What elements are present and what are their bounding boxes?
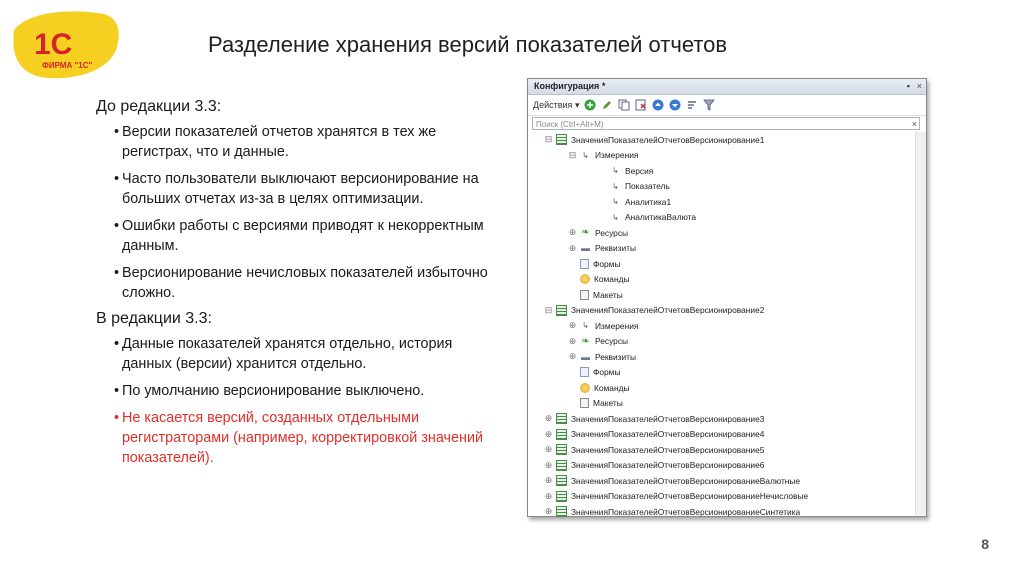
- expand-icon[interactable]: ⊕: [544, 413, 553, 424]
- tree-row[interactable]: [528, 365, 914, 381]
- tree-row[interactable]: [528, 334, 914, 350]
- tree-row[interactable]: [528, 256, 914, 272]
- tree-row-label: Измерения: [595, 150, 639, 161]
- collapse-icon[interactable]: ⊟: [568, 149, 577, 160]
- tree-row-label: ЗначенияПоказателейОтчетовВерсионирование1: [571, 134, 765, 145]
- bullet-marker: •: [114, 336, 120, 352]
- tree-row-label: Команды: [594, 382, 630, 393]
- vertical-scrollbar[interactable]: [915, 132, 926, 515]
- configuration-window: [527, 78, 927, 517]
- tree-row-label: Формы: [593, 367, 621, 378]
- tree-row[interactable]: [528, 194, 914, 210]
- list-item: [96, 334, 491, 374]
- tree-row[interactable]: [528, 210, 914, 226]
- register-icon: [556, 460, 567, 471]
- tree-spacer: [598, 213, 607, 222]
- delete-icon[interactable]: [634, 99, 647, 112]
- move-down-icon[interactable]: [668, 99, 681, 112]
- resource-icon: ❧: [581, 335, 590, 347]
- command-icon: [580, 274, 590, 284]
- tree-row[interactable]: [528, 241, 914, 257]
- tree-row-label: Макеты: [593, 398, 623, 409]
- list-item-text: Данные показателей хранятся отдельно, история данных (версии) хранится отдельно.: [122, 336, 453, 372]
- register-icon: [556, 491, 567, 502]
- tree-row-label: ЗначенияПоказателейОтчетовВерсионированиеНечисловые: [571, 491, 809, 502]
- expand-icon[interactable]: ⊕: [544, 475, 553, 486]
- move-up-icon[interactable]: [651, 99, 664, 112]
- list-item: [96, 216, 491, 256]
- attribute-icon: ▬: [581, 243, 590, 254]
- tree-row-label: Показатель: [625, 181, 670, 192]
- collapse-icon[interactable]: ⊟: [544, 304, 553, 315]
- tree-row[interactable]: [528, 287, 914, 303]
- tree-row-label: АналитикаВалюта: [625, 212, 697, 223]
- clear-search-icon[interactable]: ×: [911, 119, 917, 129]
- bullet-marker: •: [114, 218, 120, 234]
- page-title: Разделение хранения версий показателей отчетов: [208, 32, 728, 57]
- command-icon: [580, 383, 590, 393]
- tree-row-label: Измерения: [595, 320, 639, 331]
- sort-icon[interactable]: [685, 99, 698, 112]
- form-icon: [580, 367, 589, 377]
- expand-icon[interactable]: ⊕: [568, 242, 577, 253]
- tree-row-label: Ресурсы: [595, 227, 629, 238]
- window-titlebar: [528, 79, 926, 95]
- collapse-icon[interactable]: ⊟: [544, 134, 553, 145]
- modified-marker: *: [601, 81, 606, 91]
- expand-icon[interactable]: ⊕: [544, 444, 553, 455]
- tree-row[interactable]: [528, 148, 914, 164]
- register-icon: [556, 305, 567, 316]
- resource-icon: ❧: [581, 227, 590, 239]
- tree-spacer: [598, 197, 607, 206]
- list-item-highlighted: [96, 408, 491, 468]
- tree-row-label: Ресурсы: [595, 336, 629, 347]
- tree-row-label: Реквизиты: [595, 243, 637, 254]
- tree-row-label: ЗначенияПоказателейОтчетовВерсионирование5: [571, 444, 765, 455]
- tree-row-label: Формы: [593, 258, 621, 269]
- register-icon: [556, 506, 567, 517]
- list-item-text: Часто пользователи выключают версионирование на больших отчетах из-за в целях оптимизации.: [122, 171, 479, 207]
- tree-spacer: [568, 290, 577, 299]
- tree-row-label: Аналитика1: [625, 196, 672, 207]
- list-item: [96, 381, 491, 401]
- tree-row-label: ЗначенияПоказателейОтчетовВерсионирование3: [571, 413, 765, 424]
- tree-row[interactable]: [528, 396, 914, 412]
- bullet-marker: •: [114, 265, 120, 281]
- list-item-text: По умолчанию версионирование выключено.: [122, 383, 425, 399]
- tree-spacer: [568, 399, 577, 408]
- tree-row[interactable]: [528, 489, 914, 505]
- bullet-marker: •: [114, 410, 120, 426]
- tree-row[interactable]: [528, 225, 914, 241]
- tree-row[interactable]: [528, 132, 914, 148]
- attribute-icon: ▬: [581, 351, 590, 362]
- dimension-icon: ↳: [612, 166, 619, 176]
- tree-row-label: ЗначенияПоказателейОтчетовВерсионирование4: [571, 429, 765, 440]
- dimension-icon: ↳: [582, 150, 589, 160]
- dimension-icon: ↳: [612, 212, 619, 222]
- tree-spacer: [568, 368, 577, 377]
- metadata-tree: [528, 132, 914, 520]
- expand-icon[interactable]: ⊕: [544, 506, 553, 517]
- tree-row-label: ЗначенияПоказателейОтчетовВерсионированиеВалютные: [571, 475, 801, 486]
- search-placeholder: Поиск (Ctrl+Alt+M): [536, 120, 604, 129]
- search-input[interactable]: [532, 117, 920, 130]
- tree-row[interactable]: [528, 349, 914, 365]
- section-after: [96, 310, 491, 468]
- tree-spacer: [568, 275, 577, 284]
- tree-spacer: [568, 383, 577, 392]
- template-icon: [580, 290, 589, 300]
- expand-icon[interactable]: ⊕: [544, 490, 553, 501]
- bullet-marker: •: [114, 124, 120, 140]
- list-item: [96, 122, 491, 162]
- template-icon: [580, 398, 589, 408]
- edit-icon[interactable]: [600, 99, 613, 112]
- tree-row[interactable]: [528, 272, 914, 288]
- section-before: [96, 98, 491, 303]
- copy-icon[interactable]: [617, 99, 630, 112]
- bullet-list: [96, 122, 491, 303]
- list-item-text: Ошибки работы с версиями приводят к некорректным данным.: [122, 218, 484, 254]
- expand-icon[interactable]: ⊕: [544, 428, 553, 439]
- tree-row-label: Версия: [625, 165, 654, 176]
- tree-spacer: [598, 182, 607, 191]
- tree-spacer: [598, 166, 607, 175]
- add-icon[interactable]: [583, 99, 596, 112]
- bullet-marker: •: [114, 383, 120, 399]
- tree-row[interactable]: [528, 473, 914, 489]
- bullet-list: [96, 334, 491, 468]
- bullet-marker: •: [114, 171, 120, 187]
- expand-icon[interactable]: ⊕: [568, 320, 577, 331]
- tree-row-label: ЗначенияПоказателейОтчетовВерсионирование6: [571, 460, 765, 471]
- form-icon: [580, 259, 589, 269]
- content-text-column: [96, 98, 491, 475]
- company-logo: [8, 6, 122, 84]
- list-item: [96, 263, 491, 303]
- window-toolbar: [528, 95, 926, 116]
- tree-row[interactable]: [528, 427, 914, 443]
- close-icon[interactable]: ×: [916, 81, 922, 91]
- list-item: [96, 169, 491, 209]
- actions-label: Действия: [533, 99, 573, 110]
- logo-graphic: [8, 6, 122, 84]
- actions-menu[interactable]: Действия ▾: [533, 99, 580, 110]
- list-item-text: Версионирование нечисловых показателей избыточно сложно.: [122, 265, 488, 301]
- list-item-text: Не касается версий, созданных отдельными регистраторами (например, корректировкой значений показателей).: [122, 410, 484, 466]
- tree-row-label: ЗначенияПоказателейОтчетовВерсионированиеСинтетика: [571, 506, 801, 517]
- register-icon: [556, 134, 567, 145]
- register-icon: [556, 444, 567, 455]
- section-heading: До редакции 3.3:: [96, 98, 222, 115]
- expand-icon[interactable]: ⊕: [544, 459, 553, 470]
- logo-sub-text: ФИРМА "1С": [42, 61, 93, 70]
- dimension-icon: ↳: [582, 321, 589, 331]
- list-item-text: Версии показателей отчетов хранятся в тех же регистрах, что и данные.: [122, 124, 437, 160]
- expand-icon[interactable]: ⊕: [568, 335, 577, 346]
- register-icon: [556, 475, 567, 486]
- logo-main-text: 1C: [34, 28, 73, 61]
- expand-icon[interactable]: ⊕: [568, 227, 577, 238]
- tree-row[interactable]: [528, 179, 914, 195]
- tree-row[interactable]: [528, 442, 914, 458]
- register-icon: [556, 413, 567, 424]
- tree-row-label: Реквизиты: [595, 351, 637, 362]
- tree-row[interactable]: [528, 303, 914, 319]
- tree-row[interactable]: [528, 411, 914, 427]
- page-number: 8: [981, 536, 989, 552]
- tree-spacer: [568, 259, 577, 268]
- tree-row[interactable]: [528, 318, 914, 334]
- tree-row-label: Макеты: [593, 289, 623, 300]
- dimension-icon: ↳: [612, 181, 619, 191]
- expand-icon[interactable]: ⊕: [568, 351, 577, 362]
- tree-row-label: ЗначенияПоказателейОтчетовВерсионирование2: [571, 305, 765, 316]
- tree-row[interactable]: [528, 504, 914, 520]
- dimension-icon: ↳: [612, 197, 619, 207]
- tree-row[interactable]: [528, 380, 914, 396]
- filter-icon[interactable]: [702, 99, 715, 112]
- window-title: Конфигурация: [534, 81, 600, 91]
- pin-icon[interactable]: ▪: [906, 81, 910, 91]
- tree-row-label: Команды: [594, 274, 630, 285]
- tree-row[interactable]: [528, 458, 914, 474]
- section-heading: В редакции 3.3:: [96, 310, 212, 327]
- tree-row[interactable]: [528, 163, 914, 179]
- register-icon: [556, 429, 567, 440]
